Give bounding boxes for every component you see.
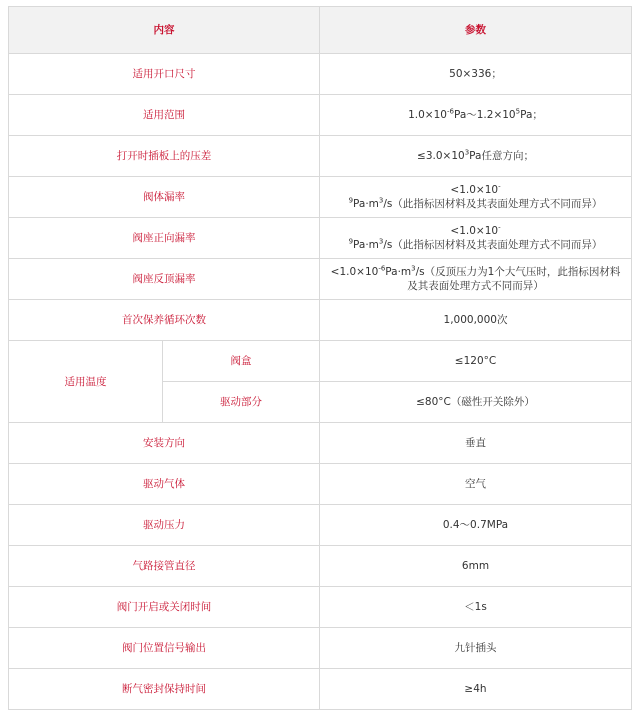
- spec-table-container: [8, 6, 631, 710]
- table-row: [9, 546, 632, 587]
- exponent: 3: [464, 148, 470, 157]
- row-value: 垂直: [320, 423, 632, 464]
- row-sublabel: 阀盒: [163, 341, 320, 382]
- exponent: -9: [348, 223, 501, 246]
- table-row: [9, 95, 632, 136]
- value-text: Pa～1.2×10: [453, 109, 516, 121]
- row-label: 驱动气体: [9, 464, 320, 505]
- table-row: [9, 669, 632, 710]
- value-text: Pa·m: [353, 198, 379, 210]
- row-value: 6mm: [320, 546, 632, 587]
- row-value: ≤80°C（磁性开关除外）: [320, 382, 632, 423]
- value-text: /s（此指标因材料及其表面处理方式不同而异）: [383, 239, 603, 251]
- table-row: [9, 300, 632, 341]
- table-row: [9, 341, 632, 382]
- row-label: 阀座正向漏率: [9, 218, 320, 259]
- row-label: 气路接管直径: [9, 546, 320, 587]
- value-text: Pa·m: [353, 239, 379, 251]
- exponent: -9: [348, 182, 501, 205]
- row-label: 阀座反顶漏率: [9, 259, 320, 300]
- row-value: [320, 218, 632, 259]
- value-text: 及其表面处理方式不同而异）: [407, 280, 544, 292]
- row-value: 九针插头: [320, 628, 632, 669]
- row-value: [320, 136, 632, 177]
- exponent: -6: [378, 264, 386, 273]
- exponent: 5: [515, 107, 521, 116]
- row-label: 安装方向: [9, 423, 320, 464]
- value-text: Pa；: [520, 109, 543, 121]
- value-text: 1.0×10: [408, 109, 447, 121]
- value-text: Pa任意方向；: [469, 150, 534, 162]
- row-label: 阀体漏率: [9, 177, 320, 218]
- exponent: 3: [411, 264, 416, 273]
- value-text: Pa·m: [385, 266, 412, 278]
- row-label: 首次保养循环次数: [9, 300, 320, 341]
- exponent: 3: [378, 196, 384, 205]
- header-parameter: 参数: [320, 7, 632, 54]
- header-content: 内容: [9, 7, 320, 54]
- exponent: -6: [446, 107, 454, 116]
- row-label: 适用开口尺寸: [9, 54, 320, 95]
- value-text: <1.0×10: [450, 184, 499, 196]
- table-row: [9, 587, 632, 628]
- row-value: ≥4h: [320, 669, 632, 710]
- table-row: [9, 464, 632, 505]
- value-text: ≤3.0×10: [417, 150, 465, 162]
- value-text: /s（反顶压力为1个大气压时，此指标因材料: [415, 266, 621, 278]
- row-sublabel: 驱动部分: [163, 382, 320, 423]
- row-value: [320, 177, 632, 218]
- table-row: [9, 423, 632, 464]
- row-value: [320, 259, 632, 300]
- row-value: 1,000,000次: [320, 300, 632, 341]
- temperature-group-label: 适用温度: [9, 341, 163, 423]
- row-label: 打开时插板上的压差: [9, 136, 320, 177]
- table-row: [9, 54, 632, 95]
- value-text: <1.0×10: [450, 225, 499, 237]
- table-row: [9, 628, 632, 669]
- table-row: [9, 136, 632, 177]
- row-label: 断气密封保持时间: [9, 669, 320, 710]
- row-label: 阀门开启或关闭时间: [9, 587, 320, 628]
- value-text: /s（此指标因材料及其表面处理方式不同而异）: [383, 198, 603, 210]
- row-label: 阀门位置信号输出: [9, 628, 320, 669]
- exponent: 3: [378, 237, 384, 246]
- table-row: [9, 218, 632, 259]
- row-value: 0.4～0.7MPa: [320, 505, 632, 546]
- row-value: ＜1s: [320, 587, 632, 628]
- table-row: [9, 505, 632, 546]
- table-header-row: [9, 7, 632, 54]
- row-value: ≤120°C: [320, 341, 632, 382]
- value-text: <1.0×10: [330, 266, 379, 278]
- spec-table: [8, 6, 632, 710]
- row-value: 空气: [320, 464, 632, 505]
- row-label: 适用范围: [9, 95, 320, 136]
- row-label: 驱动压力: [9, 505, 320, 546]
- table-row: [9, 259, 632, 300]
- table-row: [9, 177, 632, 218]
- row-value: [320, 95, 632, 136]
- row-value: 50×336；: [320, 54, 632, 95]
